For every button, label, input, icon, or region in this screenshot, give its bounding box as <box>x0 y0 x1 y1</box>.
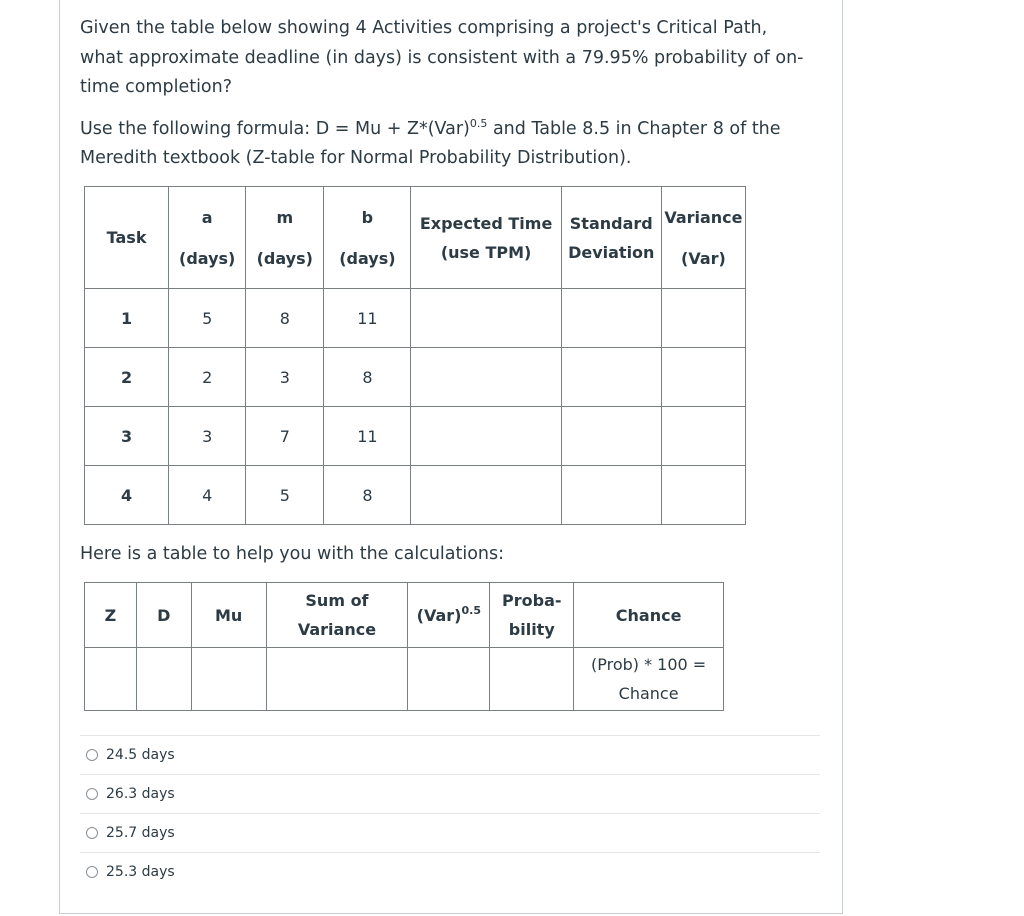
calc-table-row <box>85 648 724 711</box>
question-text <box>80 14 810 174</box>
cell-m: 5 <box>246 466 324 525</box>
header-sum-of-variance: Sum of Variance <box>266 583 408 648</box>
header-expected-time: Expected Time (use TPM) <box>411 187 561 289</box>
header-d: D <box>136 583 191 648</box>
answer-label[interactable]: 24.5 days <box>106 747 175 763</box>
header-b: b (days) <box>324 187 411 289</box>
cell-var-sqrt <box>408 648 490 711</box>
header-probability: Proba- bility <box>490 583 574 648</box>
cell-standard-deviation <box>561 407 661 466</box>
cell-a: 3 <box>169 407 246 466</box>
cell-a: 5 <box>169 289 246 348</box>
cell-d <box>136 648 191 711</box>
table-row <box>85 348 746 407</box>
task-table <box>84 186 746 525</box>
cell-standard-deviation <box>561 466 661 525</box>
radio-button[interactable] <box>86 749 98 761</box>
task-table-header <box>85 187 746 289</box>
cell-b: 11 <box>324 289 411 348</box>
cell-variance <box>661 348 745 407</box>
table-row <box>85 466 746 525</box>
header-task: Task <box>85 187 169 289</box>
cell-expected-time <box>411 466 561 525</box>
header-z: Z <box>85 583 137 648</box>
table-row <box>85 289 746 348</box>
cell-m: 7 <box>246 407 324 466</box>
task-number: 3 <box>85 407 169 466</box>
task-number: 4 <box>85 466 169 525</box>
answer-option[interactable] <box>80 813 820 852</box>
radio-button[interactable] <box>86 866 98 878</box>
cell-z <box>85 648 137 711</box>
header-chance: Chance <box>574 583 724 648</box>
cell-standard-deviation <box>561 289 661 348</box>
table-row <box>85 407 746 466</box>
cell-b: 11 <box>324 407 411 466</box>
calc-table-header <box>85 583 724 648</box>
answer-option[interactable] <box>80 852 820 891</box>
cell-a: 2 <box>169 348 246 407</box>
cell-variance <box>661 466 745 525</box>
cell-m: 3 <box>246 348 324 407</box>
formula-paragraph <box>80 115 810 174</box>
header-standard-deviation: Standard Deviation <box>561 187 661 289</box>
answer-option[interactable] <box>80 774 820 813</box>
helper-text: Here is a table to help you with the calculations: <box>80 544 505 564</box>
answer-label[interactable]: 25.3 days <box>106 864 175 880</box>
calculation-table <box>84 582 724 711</box>
cell-probability <box>490 648 574 711</box>
cell-sum-of-variance <box>266 648 408 711</box>
header-variance: Variance (Var) <box>661 187 745 289</box>
formula-text: Use the following formula: D = Mu + Z*(Var) <box>80 118 470 139</box>
cell-chance-note: (Prob) * 100 = Chance <box>574 648 724 711</box>
answer-option[interactable] <box>80 735 820 774</box>
formula-reference: and Table 8.5 in Chapter 8 of the Meredith textbook (Z-table for Normal Probability Distribution). <box>80 118 781 168</box>
cell-m: 8 <box>246 289 324 348</box>
cell-variance <box>661 289 745 348</box>
cell-mu <box>191 648 266 711</box>
cell-expected-time <box>411 289 561 348</box>
cell-standard-deviation <box>561 348 661 407</box>
cell-a: 4 <box>169 466 246 525</box>
header-var-sqrt: (Var)$^{0.5}$ <box>408 583 490 648</box>
cell-expected-time <box>411 407 561 466</box>
task-number: 1 <box>85 289 169 348</box>
task-number: 2 <box>85 348 169 407</box>
radio-button[interactable] <box>86 788 98 800</box>
answer-label[interactable]: 26.3 days <box>106 786 175 802</box>
cell-b: 8 <box>324 348 411 407</box>
radio-button[interactable] <box>86 827 98 839</box>
formula-exponent: 0.5 <box>469 116 488 130</box>
header-m: m (days) <box>246 187 324 289</box>
answer-label[interactable]: 25.7 days <box>106 825 175 841</box>
question-paragraph: Given the table below showing 4 Activities comprising a project's Critical Path, what approximate deadline (in days) is consistent with a 79.95% probability of on-time completion? <box>80 18 804 97</box>
header-mu: Mu <box>191 583 266 648</box>
answer-list <box>80 735 820 891</box>
header-a: a (days) <box>169 187 246 289</box>
cell-variance <box>661 407 745 466</box>
cell-b: 8 <box>324 466 411 525</box>
cell-expected-time <box>411 348 561 407</box>
